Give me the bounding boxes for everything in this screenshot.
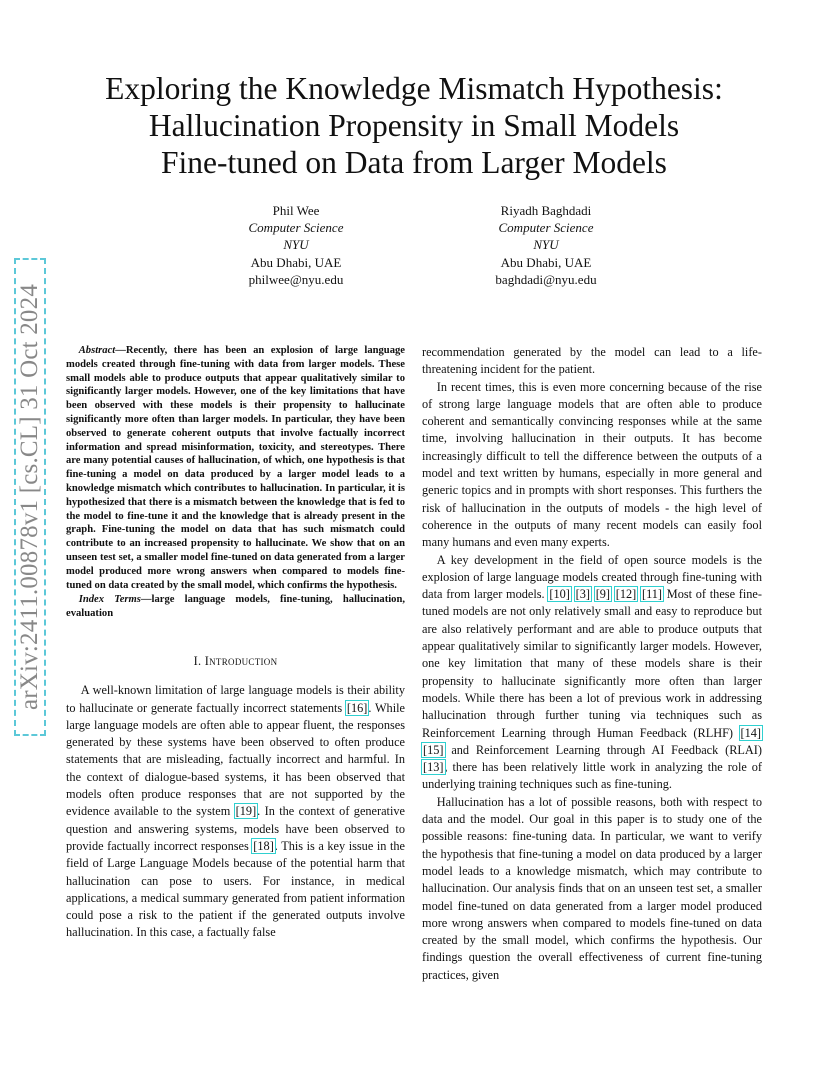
citation-link[interactable]: [18] xyxy=(253,838,274,853)
citation-link[interactable]: [14] xyxy=(740,725,761,740)
citation-link[interactable]: [19] xyxy=(235,804,257,819)
left-column xyxy=(66,344,405,942)
paragraph-text: . In the context of generative question and answering systems, models have been observed to provide factually incorrect responses xyxy=(66,804,405,853)
citation-link[interactable]: [12] xyxy=(615,587,637,602)
arxiv-identifier-stamp xyxy=(14,258,46,736)
author-organization: NYU xyxy=(533,237,559,253)
index-terms xyxy=(66,593,405,621)
paragraph-text: , there has been relatively little work in analyzing the role of underlying training techniques such as fine-tuning. xyxy=(422,760,762,792)
index-terms-text: —large language models, fine-tuning, hallucination, evaluation xyxy=(66,594,405,620)
section-title: Introduction xyxy=(204,653,278,668)
paragraph-text: . While large language models are often able to appear fluent, the responses generated by these systems have been observed to often produce statements that are misleading, factually incorrect and harmful. In the context of dialogue-based systems, it has been observed that models often produce responses that are not supported by the evidence available to the system xyxy=(66,700,405,819)
author-location: Abu Dhabi, UAE xyxy=(500,254,592,270)
paragraph-text: Most of these fine-tuned models are not only relatively small and easy to reproduce but are also relatively performant and are able to produce outputs that appear qualitatively similar to significantly larger models. However, one key limitation that many of these models share is their propensity to hallucinate significantly more often than larger models. While there has been a lot of previous work in addressing hallucination through further tuning via techniques such as Reinforcement Learning through Human Feedback (RLHF) xyxy=(422,587,762,740)
author-name: Riyadh Baghdadi xyxy=(500,203,592,218)
author-email: baghdadi@nyu.edu xyxy=(495,271,597,287)
author-email: philwee@nyu.edu xyxy=(248,271,344,287)
citation-link[interactable]: [11] xyxy=(642,587,663,602)
citation-link[interactable]: [3] xyxy=(575,587,590,602)
intro-paragraph xyxy=(422,552,762,794)
index-terms-label: Index Terms xyxy=(78,594,141,606)
abstract-text: —Recently, there has been an explosion of large language models created through fine-tuning with data from larger models. These small models able to produce outputs that appear qualitatively similar to significantly larger models. However, one of the key limitations that have been observed with these models is their propensity to hallucinate significantly more often than larger models. In particular, they have been observed to generate coherent outputs that involve factually incorrect information and spread misinformation, toxicity, and stereotypes. There are many potential causes of hallucination, of which, one hypothesis is that fine-tuning a model on data produced by a larger model leads to a knowledge mismatch which contributes to hallucination. In particular, it is hypothesized that there is a mismatch between the knowledge that is fed to the model to fine-tune it and the knowledge that is already present in the graph. Fine-tuning the model on data that has such mismatch could contribute to an increased propensity to hallucinate. We show that on an unseen test set, a smaller model fine-tuned on data generated from a larger model produced more wrong answers when compared to models fine-tuned on data created by the small model, which confirms the hypothesis. xyxy=(66,345,405,591)
arxiv-identifier: arXiv:2411.00878v1 [cs.CL] 31 Oct 2024 xyxy=(16,283,43,711)
paragraph-text: A key development in the field of open source models is the explosion of large language models created through fine-tuning with data from larger models. xyxy=(422,552,762,602)
title-line: Hallucination Propensity in Small Models xyxy=(148,108,680,143)
author-block xyxy=(186,202,406,288)
intro-paragraph: Hallucination has a lot of possible reasons, both with respect to data and the model. Our goal in this paper is to study one of the possible reasons: fine-tuning data. In particular, we want to verify the hypothesis that fine-tuning a model on data produced by a larger model leads to a knowledge mismatch, which may contribute to hallucination. Our analysis finds that on an unseen test set, a smaller model fine-tuned on data generated from a larger model produced more wrong answers when compared to models fine-tuned on data created by the small model, which confirms the hypothesis. Our findings question the overall effectiveness of current fine-tuning practices, given xyxy=(422,794,762,982)
author-organization: NYU xyxy=(283,237,309,253)
author-department: Computer Science xyxy=(248,220,344,236)
abstract-label: Abstract xyxy=(78,345,116,356)
author-department: Computer Science xyxy=(498,220,594,236)
citation-link[interactable]: [15] xyxy=(423,742,444,757)
intro-paragraph: In recent times, this is even more concerning because of the rise of strong large language models that are often able to produce coherent and semantically convincing responses while at the same time, involving hallucination in their outputs. It has become increasingly difficult to tell the difference between the outputs of a model and text written by humans, especially in more general and generic topics and in prompts with short responses. This furthers the risk of hallucination in the outputs of models - the high level of coherence in the outputs of many recent models can easily fool many humans and even many experts. xyxy=(422,379,762,550)
paper-title xyxy=(60,70,768,181)
citation-link[interactable]: [16] xyxy=(346,700,368,715)
paragraph-text: . This is a key issue in the field of Large Language Models because of the potential harm that hallucination can pose to users. For instance, in medical applications, a medical summary generated from patient information could pose a risk to the patient if the generated outputs involve hallucination. In this case, a factually false xyxy=(66,838,405,940)
intro-paragraph: recommendation generated by the model can lead to a life-threatening incident for the patient. xyxy=(422,345,762,377)
author-name: Phil Wee xyxy=(272,203,320,218)
title-line: Exploring the Knowledge Mismatch Hypothesis: xyxy=(105,71,723,106)
paragraph-text: and Reinforcement Learning through AI Feedback (RLAI) xyxy=(444,742,762,757)
paragraph-text: A well-known limitation of large language models is their ability to hallucinate or generate factually incorrect statements xyxy=(66,683,405,715)
author-location: Abu Dhabi, UAE xyxy=(250,254,342,270)
title-line: Fine-tuned on Data from Larger Models xyxy=(161,145,667,180)
right-column xyxy=(422,344,762,984)
citation-link[interactable]: [10] xyxy=(549,587,570,602)
author-block xyxy=(436,202,656,288)
section-numeral: I. xyxy=(193,653,202,668)
section-heading xyxy=(66,653,405,670)
citation-link[interactable]: [9] xyxy=(595,587,611,602)
citation-link[interactable]: [13] xyxy=(423,760,444,775)
abstract xyxy=(66,344,405,592)
intro-paragraph xyxy=(66,682,405,941)
